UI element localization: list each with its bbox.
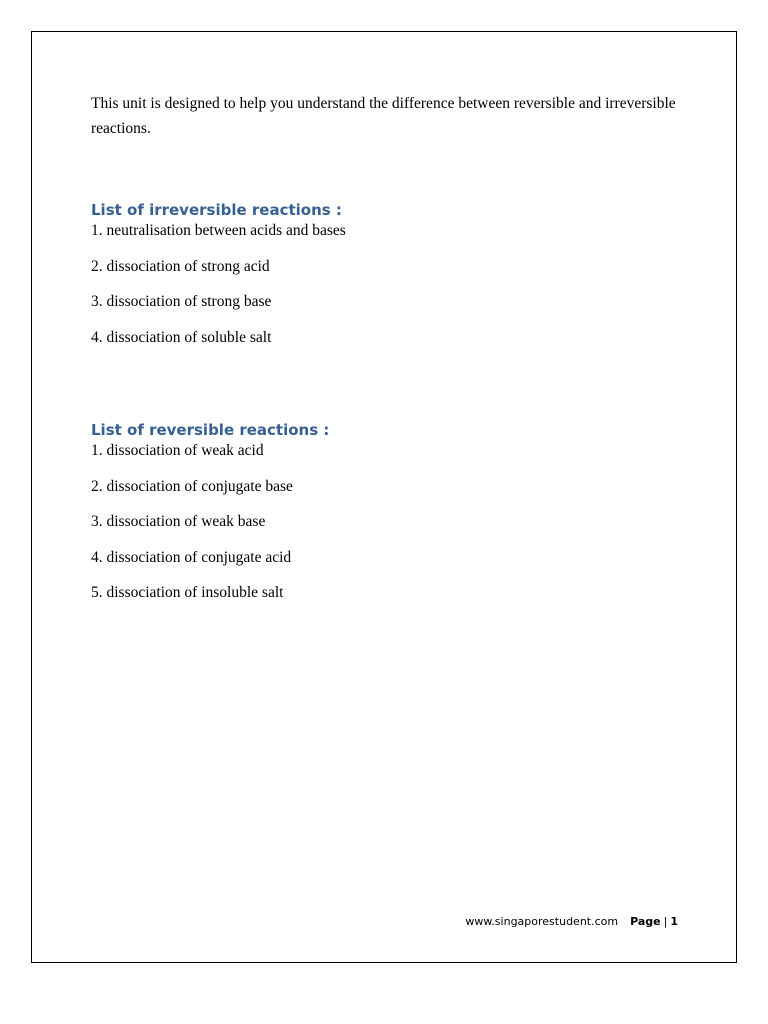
irreversible-reactions-section	[91, 199, 691, 363]
reversible-reactions-heading: List of reversible reactions :	[91, 421, 330, 439]
irreversible-reactions-heading: List of irreversible reactions :	[91, 201, 342, 219]
page-footer	[465, 915, 678, 928]
footer-website: www.singaporestudent.com	[465, 915, 619, 928]
footer-separator: |	[663, 915, 668, 928]
intro-paragraph: This unit is designed to help you understand the difference between reversible and irreversible reactions.	[91, 95, 676, 137]
document-page	[31, 31, 737, 963]
list-item: 4. dissociation of soluble salt	[91, 328, 272, 346]
list-item: 4. dissociation of conjugate acid	[91, 548, 292, 566]
list-item: 3. dissociation of weak base	[91, 513, 266, 530]
reversible-reactions-section	[91, 419, 691, 619]
list-item: 3. dissociation of strong base	[91, 293, 272, 310]
footer-page-label: Page	[630, 915, 661, 928]
list-item: 2. dissociation of conjugate base	[91, 477, 293, 495]
list-item: 5. dissociation of insoluble salt	[91, 584, 284, 601]
list-item: 1. dissociation of weak acid	[91, 442, 264, 459]
list-item: 1. neutralisation between acids and bases	[91, 222, 346, 239]
list-item: 2. dissociation of strong acid	[91, 257, 270, 275]
footer-page-number: 1	[670, 915, 678, 928]
